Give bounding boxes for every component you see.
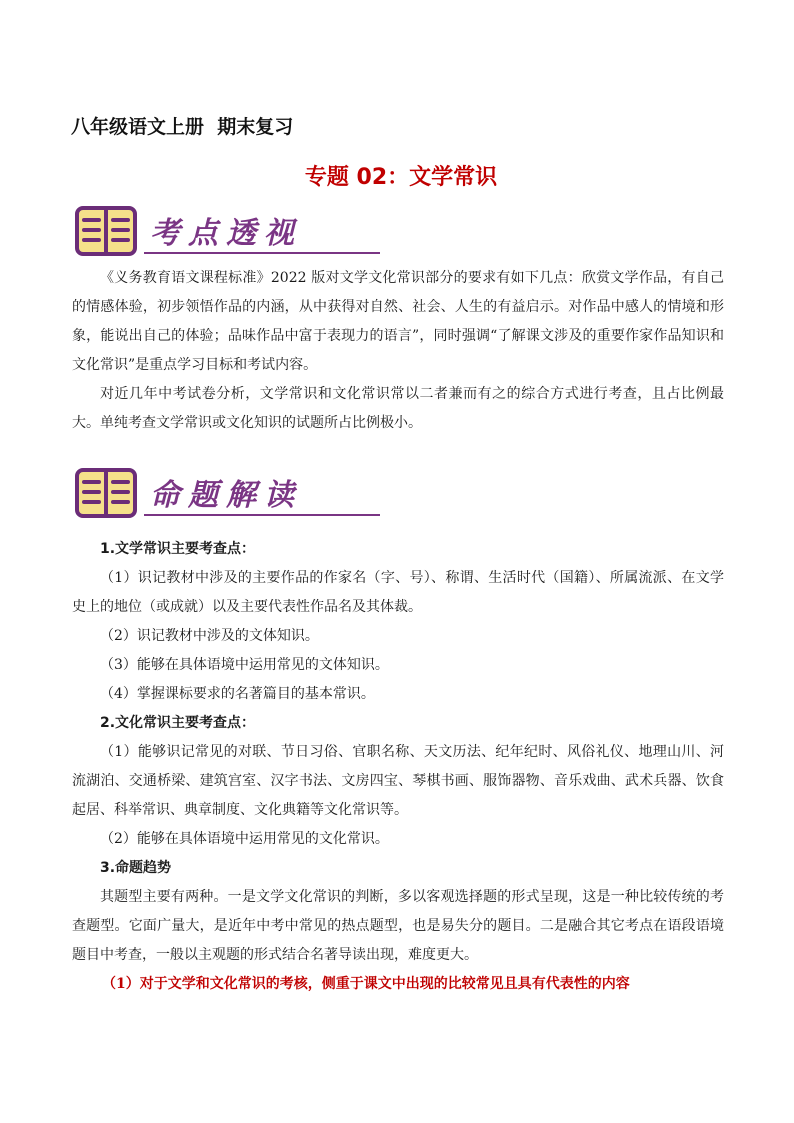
- highlight-note: （1）对于文学和文化常识的考核，侧重于课文中出现的比较常见且具有代表性的内容: [102, 976, 630, 992]
- section2-body: [72, 535, 724, 999]
- section-heading-question-analysis: [74, 464, 314, 524]
- section-heading-underline: [144, 252, 380, 254]
- literature-points-heading: 1.文学常识主要考查点：: [100, 541, 256, 557]
- list-item: （2）识记教材中涉及的文体知识。: [100, 628, 319, 644]
- list-item: （4）掌握课标要求的名著篇目的基本常识。: [100, 686, 375, 702]
- paragraph: 对近几年中考试卷分析，文学常识和文化常识常以二者兼而有之的综合方式进行考查，且占比例最大。单纯考查文学常识或文化知识的试题所占比例极小。: [72, 386, 724, 431]
- list-item: （2）能够在具体语境中运用常见的文化常识。: [100, 831, 389, 847]
- section1-body: [72, 264, 724, 438]
- document-title: 八年级语文上册 期末复习: [71, 116, 294, 138]
- trend-heading: 3.命题趋势: [100, 860, 172, 876]
- paragraph: 其题型主要有两种。一是文学文化常识的判断，多以客观选择题的形式呈现，这是一种比较传统的考查题型。它面广量大，是近年中考中常见的热点题型，也是易失分的题目。二是融合其它考点在语段语境题目中考查，一般以主观题的形式结合名著导读出现，难度更大。: [72, 889, 724, 963]
- section-heading-text: 命题解读: [150, 478, 302, 513]
- open-book-icon: [74, 464, 138, 520]
- section-heading-text: 考点透视: [150, 216, 302, 251]
- topic-title: 专题 02：文学常识: [304, 165, 498, 190]
- section-heading-exam-points: [74, 202, 314, 262]
- culture-points-heading: 2.文化常识主要考查点：: [100, 715, 256, 731]
- open-book-icon: [74, 202, 138, 258]
- list-item: （1）能够识记常见的对联、节日习俗、官职名称、天文历法、纪年纪时、风俗礼仪、地理山川、河流湖泊、交通桥梁、建筑宫室、汉字书法、文房四宝、琴棋书画、服饰器物、音乐戏曲、武术兵器、饮食起居、科举常识、典章制度、文化典籍等文化常识等。: [72, 744, 724, 818]
- paragraph: 《义务教育语文课程标准》2022 版对文学文化常识部分的要求有如下几点：欣赏文学作品，有自己的情感体验，初步领悟作品的内涵，从中获得对自然、社会、人生的有益启示。对作品中感人的情境和形象，能说出自己的体验；品味作品中富于表现力的语言”，同时强调“了解课文涉及的重要作家作品知识和文化常识”是重点学习目标和考试内容。: [72, 270, 724, 373]
- list-item: （1）识记教材中涉及的主要作品的作家名（字、号）、称谓、生活时代（国籍）、所属流派、在文学史上的地位（或成就）以及主要代表性作品名及其体裁。: [72, 570, 724, 615]
- section-heading-underline: [144, 514, 380, 516]
- list-item: （3）能够在具体语境中运用常见的文体知识。: [100, 657, 389, 673]
